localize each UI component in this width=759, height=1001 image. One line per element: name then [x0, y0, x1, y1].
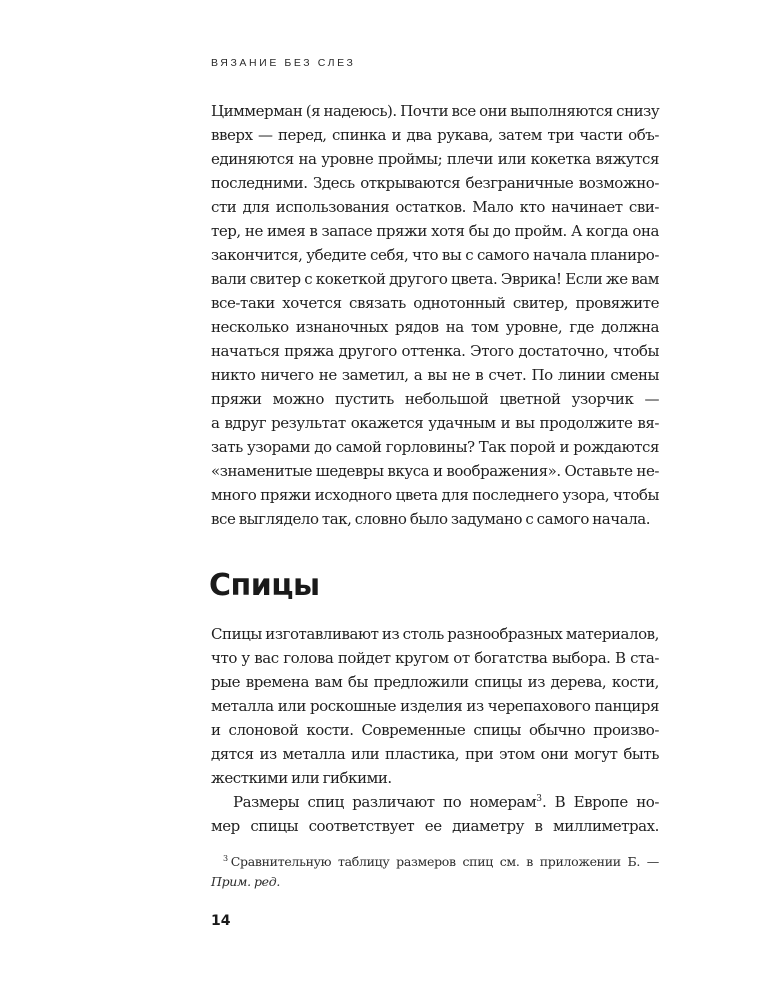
- footnote-mark: 3: [223, 854, 228, 863]
- text-line: что у вас голова пойдет кругом от богатства выбора. В ста-: [211, 649, 659, 667]
- text-line: последними. Здесь открываются безграничные возможно-: [211, 174, 659, 192]
- text-line: все выглядело так, словно было задумано с самого начала.: [211, 510, 651, 528]
- footnote-line-2: [211, 872, 659, 892]
- text-line: жесткими или гибкими.: [211, 769, 392, 787]
- page-number: 14: [211, 913, 231, 929]
- text-line: металла или роскошные изделия из черепахового панциря: [211, 697, 659, 715]
- running-head: ВЯЗАНИЕ БЕЗ СЛЕЗ: [211, 57, 356, 69]
- text-line: сти для использования остатков. Мало кто начинает сви-: [211, 198, 659, 216]
- text-line: начаться пряжа другого оттенка. Этого достаточно, чтобы: [211, 342, 659, 360]
- text-line: Спицы изготавливают из столь разнообразных материалов,: [211, 625, 659, 643]
- text-line: Циммерман (я надеюсь). Почти все они выполняются снизу: [211, 102, 660, 120]
- footnote-line-1: [211, 852, 659, 872]
- text-line: а вдруг результат окажется удачным и вы продолжите вя-: [211, 414, 659, 432]
- text-line: и слоновой кости. Современные спицы обычно произво-: [211, 721, 659, 739]
- footnote: [211, 852, 659, 892]
- text-line: никто ничего не заметил, а вы не в счет. По линии смены: [211, 366, 659, 384]
- section-heading: Спицы: [209, 568, 320, 603]
- text-line: все-таки хочется связать однотонный свитер, провяжите: [211, 294, 659, 312]
- text-run: . В Европе но-: [541, 793, 659, 811]
- footnote-reference[interactable]: 3: [536, 794, 542, 804]
- body-paragraph-1: [211, 99, 659, 531]
- text-line: несколько изнаночных рядов на том уровне, где должна: [211, 318, 659, 336]
- text-line: много пряжи исходного цвета для последнего узора, чтобы: [211, 486, 659, 504]
- text-line: вали свитер с кокеткой другого цвета. Эврика! Если же вам: [211, 270, 659, 288]
- text-line: дятся из металла или пластика, при этом они могут быть: [211, 745, 659, 763]
- body-paragraph-2: [211, 622, 659, 838]
- text-line: зать узорами до самой горловины? Так порой и рождаются: [211, 438, 659, 456]
- text-line: рые времена вам бы предложили спицы из дерева, кости,: [211, 673, 659, 691]
- text-line: пряжи можно пустить небольшой цветной узорчик —: [211, 390, 659, 408]
- text-line: тер, не имея в запасе пряжи хотя бы до пройм. А когда она: [211, 222, 659, 240]
- text-line: вверх — перед, спинка и два рукава, затем три части объ-: [211, 126, 659, 144]
- text-line: закончится, убедите себя, что вы с самого начала планиро-: [211, 246, 659, 264]
- editor-note: Прим. ред.: [211, 874, 281, 889]
- text-line: мер спицы соответствует ее диаметру в миллиметрах.: [211, 817, 659, 835]
- text-line: единяются на уровне проймы; плечи или кокетка вяжутся: [211, 150, 659, 168]
- text-line: «знаменитые шедевры вкуса и воображения». Оставьте не-: [211, 462, 659, 480]
- footnote-text: Сравнительную таблицу размеров спиц см. в приложении Б. —: [230, 854, 659, 869]
- text-run: Размеры спиц различают по номерам: [233, 793, 537, 811]
- body-paragraph-3-line-1: [211, 790, 659, 814]
